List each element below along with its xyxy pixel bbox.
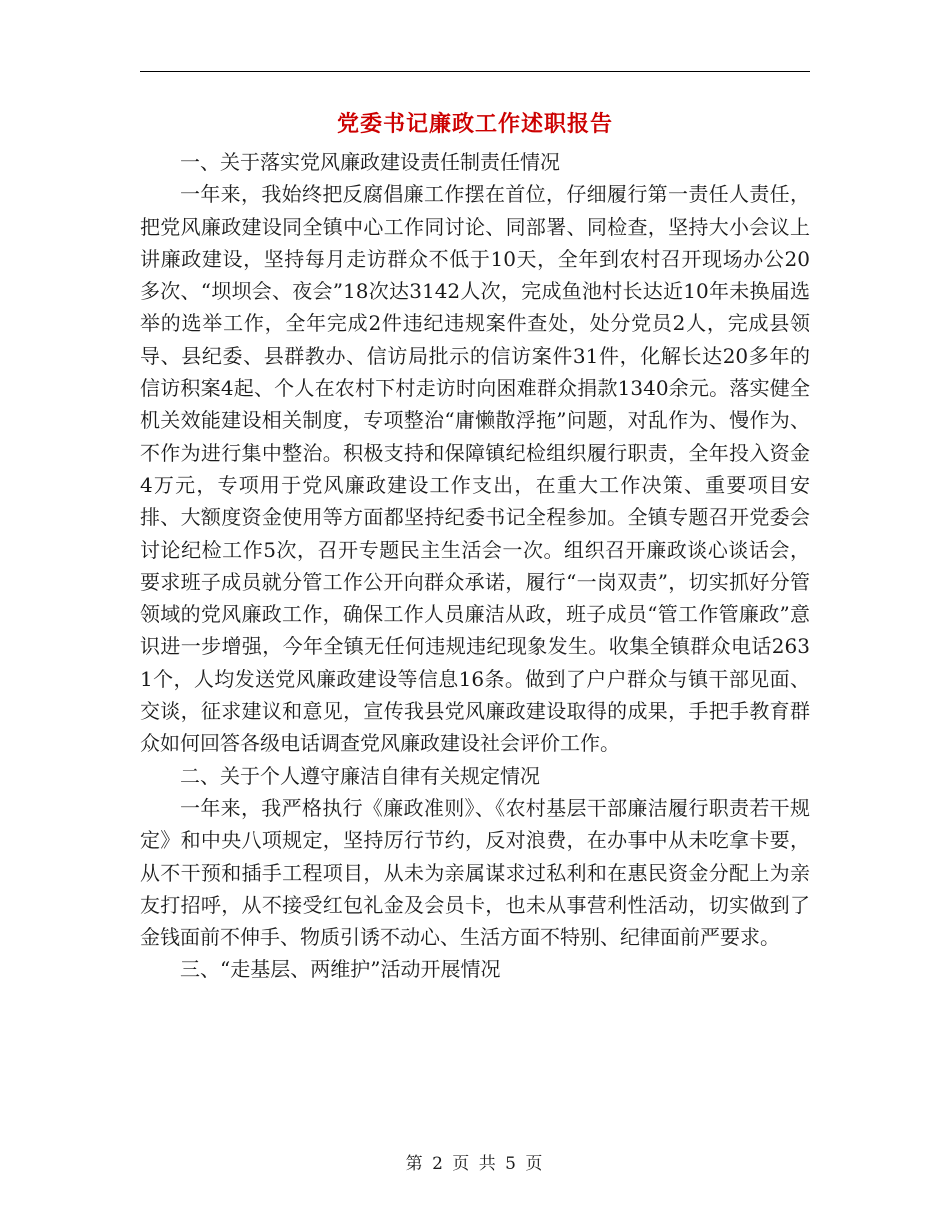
header-rule xyxy=(140,71,810,72)
document-title: 党委书记廉政工作述职报告 xyxy=(336,111,613,137)
page-number-footer: 第 2 页 共 5 页 xyxy=(405,1154,545,1174)
document-body xyxy=(140,146,810,986)
body-paragraph-2: 一年来，我严格执行《廉政准则》、《农村基层干部廉洁履行职责若干规定》和中央八项规定，坚持厉行节约，反对浪费，在办事中从未吃拿卡要，从不干预和插手工程项目，从未为亲属谋求过私利和在惠民资金分配上为亲友打招呼，从不接受红包礼金及会员卡，也未从事营利性活动，切实做到了金钱面前不伸手、物质引诱不动心、生活方面不特别、纪律面前严要求。 xyxy=(140,795,810,950)
body-paragraph-1: 一年来，我始终把反腐倡廉工作摆在首位，仔细履行第一责任人责任，把党风廉政建设同全镇中心工作同讨论、同部署、同检查，坚持大小会议上讲廉政建设，坚持每月走访群众不低于10天，全年到农村召开现场办公20多次、“坝坝会、夜会”18次达3142人次，完成鱼池村长达近10年未换届选举的选举工作，全年完成2件违纪违规案件查处，处分党员2人，完成县领导、县纪委、县群教办、信访局批示的信访案件31件，化解长达20多年的信访积案4起、个人在农村下村走访时向困难群众捐款1340余元。落实健全机关效能建设相关制度，专项整治“庸懒散浮拖”问题，对乱作为、慢作为、不作为进行集中整治。积极支持和保障镇纪检组织履行职责，全年投入资金4万元，专项用于党风廉政建设工作支出，在重大工作决策、重要项目安排、大额度资金使用等方面都坚持纪委书记全程参加。全镇专题召开党委会讨论纪检工作5次，召开专题民主生活会一次。组织召开廉政谈心谈话会，要求班子成员就分管工作公开向群众承诺，履行“一岗双责”，切实抓好分管领域的党风廉政工作，确保工作人员廉洁从政，班子成员“管工作管廉政”意识进一步增强，今年全镇无任何违规违纪现象发生。收集全镇群众电话2631个，人均发送党风廉政建设等信息16条。做到了户户群众与镇干部见面、交谈，征求建议和意见，宣传我县党风廉政建设取得的成果，手把手教育群众如何回答各级电话调查党风廉政建设社会评价工作。 xyxy=(140,182,810,756)
section-heading-1: 一、关于落实党风廉政建设责任制责任情况 xyxy=(180,150,560,174)
section-heading-3: 三、“走基层、两维护”活动开展情况 xyxy=(180,957,501,982)
section-heading-2: 二、关于个人遵守廉洁自律有关规定情况 xyxy=(180,763,540,788)
